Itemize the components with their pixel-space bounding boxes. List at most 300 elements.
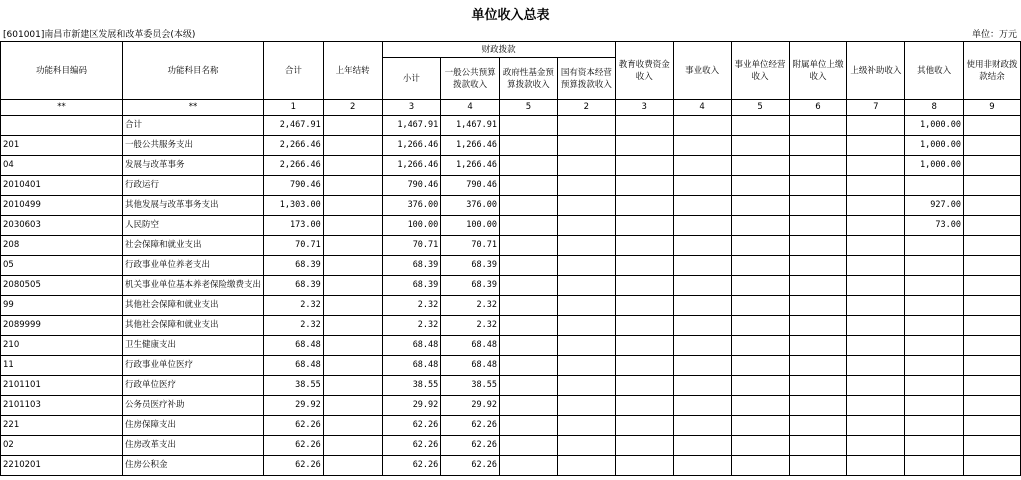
general-budget-cell: 1,266.46 [441,136,500,156]
index-row [1,100,1021,116]
superior-subsidy-cell [847,336,905,356]
business-unit-operating-cell [731,116,789,136]
index-cell: ** [123,100,264,116]
business-income-cell [673,356,731,376]
gov-fund-cell [499,416,557,436]
state-capital-cell [557,356,615,376]
business-income-cell [673,296,731,316]
table-row [1,316,1021,336]
state-capital-cell [557,456,615,476]
name-cell: 其他发展与改革事务支出 [123,196,264,216]
business-income-cell [673,156,731,176]
superior-subsidy-cell [847,216,905,236]
affiliated-unit-cell [789,136,847,156]
subtotal-cell: 62.26 [382,416,441,436]
name-cell: 社会保障和就业支出 [123,236,264,256]
state-capital-cell [557,396,615,416]
other-income-cell: 1,000.00 [905,116,964,136]
business-income-cell [673,376,731,396]
table-row [1,236,1021,256]
business-unit-operating-cell [731,176,789,196]
subtotal-cell: 68.39 [382,256,441,276]
index-cell: 3 [382,100,441,116]
affiliated-unit-cell [789,376,847,396]
table-row [1,336,1021,356]
education-fee-cell [615,216,673,236]
gov-fund-cell [499,316,557,336]
name-cell: 合计 [123,116,264,136]
general-budget-cell: 68.39 [441,256,500,276]
business-unit-operating-cell [731,416,789,436]
non-fiscal-balance-cell [964,376,1021,396]
total-cell: 2.32 [264,296,324,316]
table-row [1,176,1021,196]
header-general-budget: 一般公共预算拨款收入 [441,58,500,100]
subtotal-cell: 2.32 [382,296,441,316]
state-capital-cell [557,336,615,356]
carryover-cell [323,156,382,176]
code-cell: 208 [1,236,123,256]
table-row [1,396,1021,416]
affiliated-unit-cell [789,216,847,236]
state-capital-cell [557,136,615,156]
subtotal-cell: 29.92 [382,396,441,416]
carryover-cell [323,236,382,256]
name-cell: 行政运行 [123,176,264,196]
education-fee-cell [615,156,673,176]
name-cell: 住房公积金 [123,456,264,476]
carryover-cell [323,216,382,236]
gov-fund-cell [499,136,557,156]
unit-info-line [0,27,1021,41]
business-unit-operating-cell [731,336,789,356]
superior-subsidy-cell [847,116,905,136]
name-cell: 卫生健康支出 [123,336,264,356]
gov-fund-cell [499,116,557,136]
business-income-cell [673,256,731,276]
name-cell: 其他社会保障和就业支出 [123,296,264,316]
table-row [1,196,1021,216]
gov-fund-cell [499,156,557,176]
affiliated-unit-cell [789,156,847,176]
table-row [1,116,1021,136]
state-capital-cell [557,416,615,436]
non-fiscal-balance-cell [964,356,1021,376]
education-fee-cell [615,316,673,336]
general-budget-cell: 70.71 [441,236,500,256]
table-row [1,416,1021,436]
business-income-cell [673,436,731,456]
business-unit-operating-cell [731,236,789,256]
business-income-cell [673,236,731,256]
superior-subsidy-cell [847,376,905,396]
business-income-cell [673,196,731,216]
state-capital-cell [557,436,615,456]
education-fee-cell [615,196,673,216]
gov-fund-cell [499,216,557,236]
state-capital-cell [557,116,615,136]
code-cell [1,116,123,136]
other-income-cell: 1,000.00 [905,136,964,156]
gov-fund-cell [499,336,557,356]
other-income-cell [905,236,964,256]
gov-fund-cell [499,196,557,216]
name-cell: 其他社会保障和就业支出 [123,316,264,336]
index-cell: ** [1,100,123,116]
other-income-cell [905,336,964,356]
carryover-cell [323,456,382,476]
superior-subsidy-cell [847,396,905,416]
superior-subsidy-cell [847,436,905,456]
code-cell: 2210201 [1,456,123,476]
superior-subsidy-cell [847,176,905,196]
carryover-cell [323,336,382,356]
non-fiscal-balance-cell [964,156,1021,176]
table-row [1,156,1021,176]
business-unit-operating-cell [731,276,789,296]
table-row [1,296,1021,316]
general-budget-cell: 62.26 [441,416,500,436]
non-fiscal-balance-cell [964,436,1021,456]
state-capital-cell [557,156,615,176]
non-fiscal-balance-cell [964,216,1021,236]
name-cell: 公务员医疗补助 [123,396,264,416]
index-cell: 3 [615,100,673,116]
total-cell: 62.26 [264,416,324,436]
total-cell: 2,266.46 [264,136,324,156]
code-cell: 2030603 [1,216,123,236]
education-fee-cell [615,456,673,476]
code-cell: 11 [1,356,123,376]
gov-fund-cell [499,436,557,456]
name-cell: 机关事业单位基本养老保险缴费支出 [123,276,264,296]
business-unit-operating-cell [731,316,789,336]
general-budget-cell: 376.00 [441,196,500,216]
code-cell: 2010401 [1,176,123,196]
superior-subsidy-cell [847,156,905,176]
affiliated-unit-cell [789,296,847,316]
superior-subsidy-cell [847,136,905,156]
affiliated-unit-cell [789,356,847,376]
education-fee-cell [615,116,673,136]
gov-fund-cell [499,236,557,256]
other-income-cell [905,396,964,416]
education-fee-cell [615,376,673,396]
general-budget-cell: 2.32 [441,296,500,316]
code-cell: 2101103 [1,396,123,416]
state-capital-cell [557,316,615,336]
table-row [1,456,1021,476]
business-income-cell [673,336,731,356]
gov-fund-cell [499,356,557,376]
superior-subsidy-cell [847,316,905,336]
total-cell: 68.48 [264,336,324,356]
header-name: 功能科目名称 [123,42,264,100]
total-cell: 790.46 [264,176,324,196]
business-unit-operating-cell [731,156,789,176]
affiliated-unit-cell [789,236,847,256]
code-cell: 2101101 [1,376,123,396]
non-fiscal-balance-cell [964,176,1021,196]
general-budget-cell: 62.26 [441,436,500,456]
index-cell: 2 [557,100,615,116]
carryover-cell [323,396,382,416]
affiliated-unit-cell [789,276,847,296]
total-cell: 62.26 [264,456,324,476]
subtotal-cell: 38.55 [382,376,441,396]
header-other-income: 其他收入 [905,42,964,100]
state-capital-cell [557,256,615,276]
other-income-cell [905,416,964,436]
affiliated-unit-cell [789,176,847,196]
subtotal-cell: 68.48 [382,336,441,356]
business-unit-operating-cell [731,256,789,276]
other-income-cell [905,436,964,456]
index-cell: 5 [499,100,557,116]
header-non-fiscal-balance: 使用非财政拨款结余 [964,42,1021,100]
index-cell: 2 [323,100,382,116]
education-fee-cell [615,276,673,296]
code-cell: 2080505 [1,276,123,296]
index-cell: 9 [964,100,1021,116]
header-business-income: 事业收入 [673,42,731,100]
total-cell: 70.71 [264,236,324,256]
table-row [1,136,1021,156]
carryover-cell [323,196,382,216]
general-budget-cell: 68.48 [441,336,500,356]
total-cell: 38.55 [264,376,324,396]
business-unit-operating-cell [731,436,789,456]
business-income-cell [673,136,731,156]
name-cell: 发展与改革事务 [123,156,264,176]
header-superior-subsidy: 上级补助收入 [847,42,905,100]
affiliated-unit-cell [789,456,847,476]
non-fiscal-balance-cell [964,456,1021,476]
total-cell: 173.00 [264,216,324,236]
table-row [1,216,1021,236]
affiliated-unit-cell [789,316,847,336]
education-fee-cell [615,436,673,456]
unit-name: [601001]南昌市新建区发展和改革委员会(本级) [3,30,196,40]
business-income-cell [673,416,731,436]
superior-subsidy-cell [847,456,905,476]
subtotal-cell: 100.00 [382,216,441,236]
superior-subsidy-cell [847,276,905,296]
subtotal-cell: 62.26 [382,436,441,456]
index-cell: 5 [731,100,789,116]
affiliated-unit-cell [789,256,847,276]
header-carryover: 上年结转 [323,42,382,100]
carryover-cell [323,436,382,456]
non-fiscal-balance-cell [964,396,1021,416]
code-cell: 99 [1,296,123,316]
total-cell: 1,303.00 [264,196,324,216]
state-capital-cell [557,216,615,236]
name-cell: 行政事业单位养老支出 [123,256,264,276]
non-fiscal-balance-cell [964,116,1021,136]
education-fee-cell [615,336,673,356]
non-fiscal-balance-cell [964,276,1021,296]
education-fee-cell [615,396,673,416]
general-budget-cell: 29.92 [441,396,500,416]
report-title: 单位收入总表 [471,8,550,23]
education-fee-cell [615,296,673,316]
other-income-cell: 73.00 [905,216,964,236]
carryover-cell [323,176,382,196]
other-income-cell [905,276,964,296]
business-income-cell [673,216,731,236]
carryover-cell [323,116,382,136]
index-cell: 1 [264,100,324,116]
subtotal-cell: 1,467.91 [382,116,441,136]
state-capital-cell [557,236,615,256]
general-budget-cell: 68.39 [441,276,500,296]
gov-fund-cell [499,296,557,316]
superior-subsidy-cell [847,196,905,216]
superior-subsidy-cell [847,236,905,256]
business-income-cell [673,176,731,196]
carryover-cell [323,316,382,336]
business-unit-operating-cell [731,396,789,416]
other-income-cell [905,296,964,316]
general-budget-cell: 790.46 [441,176,500,196]
education-fee-cell [615,416,673,436]
subtotal-cell: 790.46 [382,176,441,196]
table-row [1,276,1021,296]
carryover-cell [323,416,382,436]
general-budget-cell: 2.32 [441,316,500,336]
general-budget-cell: 1,266.46 [441,156,500,176]
state-capital-cell [557,196,615,216]
header-gov-fund: 政府性基金预算拨款收入 [499,58,557,100]
total-cell: 2,266.46 [264,156,324,176]
name-cell: 人民防空 [123,216,264,236]
code-cell: 2010499 [1,196,123,216]
other-income-cell [905,316,964,336]
other-income-cell [905,456,964,476]
business-unit-operating-cell [731,296,789,316]
header-business-unit-operating: 事业单位经营收入 [731,42,789,100]
affiliated-unit-cell [789,396,847,416]
other-income-cell [905,376,964,396]
affiliated-unit-cell [789,436,847,456]
table-row [1,356,1021,376]
business-income-cell [673,316,731,336]
non-fiscal-balance-cell [964,196,1021,216]
education-fee-cell [615,176,673,196]
gov-fund-cell [499,396,557,416]
state-capital-cell [557,276,615,296]
business-income-cell [673,116,731,136]
general-budget-cell: 38.55 [441,376,500,396]
affiliated-unit-cell [789,196,847,216]
general-budget-cell: 68.48 [441,356,500,376]
code-cell: 221 [1,416,123,436]
superior-subsidy-cell [847,356,905,376]
non-fiscal-balance-cell [964,136,1021,156]
carryover-cell [323,256,382,276]
affiliated-unit-cell [789,116,847,136]
non-fiscal-balance-cell [964,296,1021,316]
general-budget-cell: 62.26 [441,456,500,476]
education-fee-cell [615,256,673,276]
index-cell: 6 [789,100,847,116]
superior-subsidy-cell [847,296,905,316]
gov-fund-cell [499,256,557,276]
other-income-cell [905,176,964,196]
table-row [1,376,1021,396]
total-cell: 68.39 [264,256,324,276]
carryover-cell [323,296,382,316]
index-cell: 4 [673,100,731,116]
index-cell: 4 [441,100,500,116]
code-cell: 201 [1,136,123,156]
subtotal-cell: 2.32 [382,316,441,336]
state-capital-cell [557,376,615,396]
education-fee-cell [615,236,673,256]
other-income-cell [905,356,964,376]
gov-fund-cell [499,276,557,296]
general-budget-cell: 100.00 [441,216,500,236]
carryover-cell [323,376,382,396]
superior-subsidy-cell [847,256,905,276]
education-fee-cell [615,136,673,156]
code-cell: 04 [1,156,123,176]
subtotal-cell: 70.71 [382,236,441,256]
gov-fund-cell [499,176,557,196]
other-income-cell [905,256,964,276]
subtotal-cell: 1,266.46 [382,136,441,156]
carryover-cell [323,276,382,296]
business-income-cell [673,396,731,416]
total-cell: 2,467.91 [264,116,324,136]
table-row [1,256,1021,276]
name-cell: 行政单位医疗 [123,376,264,396]
business-unit-operating-cell [731,376,789,396]
non-fiscal-balance-cell [964,316,1021,336]
code-cell: 02 [1,436,123,456]
state-capital-cell [557,296,615,316]
carryover-cell [323,356,382,376]
business-unit-operating-cell [731,216,789,236]
name-cell: 住房保障支出 [123,416,264,436]
business-income-cell [673,456,731,476]
code-cell: 05 [1,256,123,276]
non-fiscal-balance-cell [964,416,1021,436]
header-affiliated-unit: 附属单位上缴收入 [789,42,847,100]
name-cell: 一般公共服务支出 [123,136,264,156]
income-summary-table [0,41,1021,476]
non-fiscal-balance-cell [964,256,1021,276]
business-unit-operating-cell [731,356,789,376]
subtotal-cell: 376.00 [382,196,441,216]
affiliated-unit-cell [789,336,847,356]
total-cell: 68.48 [264,356,324,376]
subtotal-cell: 68.48 [382,356,441,376]
business-unit-operating-cell [731,136,789,156]
other-income-cell: 927.00 [905,196,964,216]
education-fee-cell [615,356,673,376]
non-fiscal-balance-cell [964,236,1021,256]
header-total: 合计 [264,42,324,100]
business-unit-operating-cell [731,196,789,216]
subtotal-cell: 68.39 [382,276,441,296]
total-cell: 68.39 [264,276,324,296]
header-education-fee: 教育收费资金收入 [615,42,673,100]
gov-fund-cell [499,376,557,396]
subtotal-cell: 62.26 [382,456,441,476]
index-cell: 8 [905,100,964,116]
